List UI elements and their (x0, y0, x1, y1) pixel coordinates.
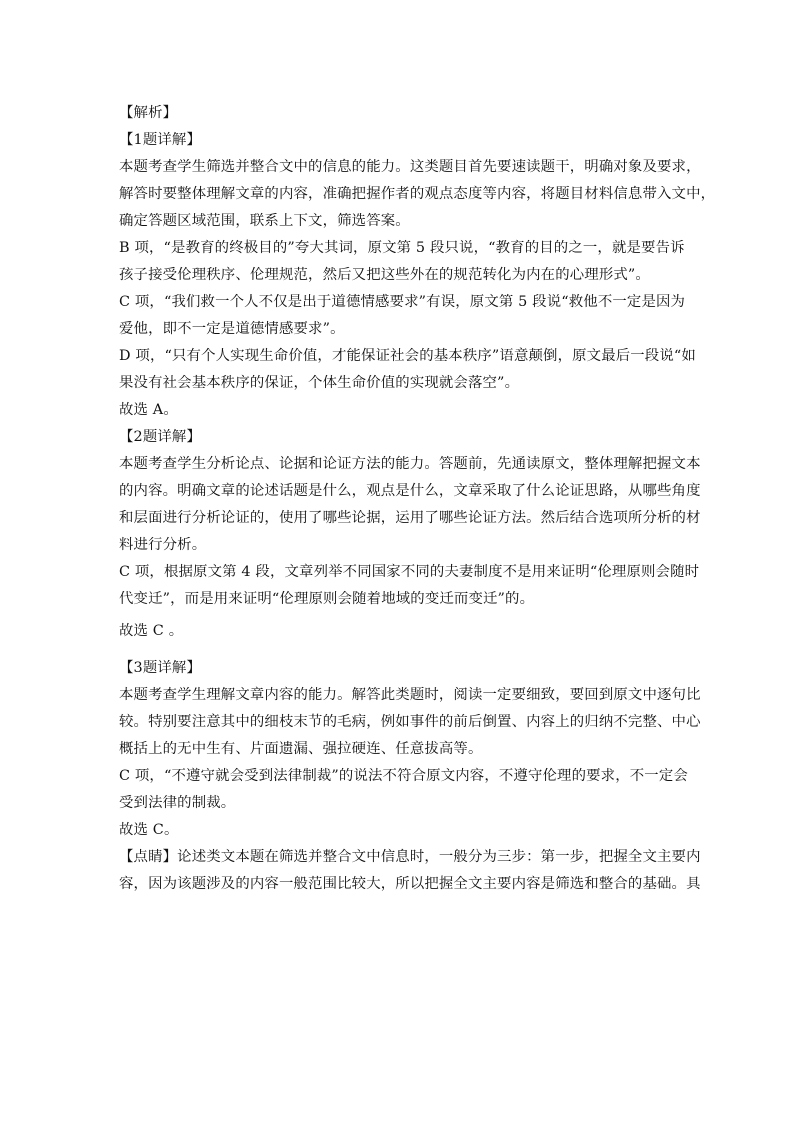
q3-text-line: 较。特别要注意其中的细枝末节的毛病，例如事件的前后倒置、内容上的归纳不完整、中心 (119, 714, 701, 730)
q3-section (119, 655, 701, 844)
q2-text-line: 的内容。明确文章的论述话题是什么，观点是什么，文章采取了什么论证思路，从哪些角度 (119, 483, 701, 499)
q3-option-c-line: 受到法律的制裁。 (119, 795, 236, 811)
q1-section (119, 127, 716, 424)
analysis-title: 【解析】 (119, 105, 178, 121)
q2-option-c-line: C 项，根据原文第 4 段，文章列举不同国家不同的夫妻制度不是用来证明“伦理原则会随时 (119, 564, 700, 580)
q1-option-b-line: B 项，“是教育的终极目的”夸大其词，原文第 5 段只说，“教育的目的之一，就是要告诉 (119, 240, 685, 256)
q1-option-d-line: D 项，“只有个人实现生命价值，才能保证社会的基本秩序”语意颠倒，原文最后一段说“如 (119, 348, 696, 364)
q2-section (119, 424, 701, 645)
tip-line: 容，因为该题涉及的内容一般范围比较大，所以把握全文主要内容是筛选和整合的基础。具 (119, 876, 701, 892)
q2-text-line: 料进行分析。 (119, 537, 207, 553)
q2-text-line: 本题考查学生分析论点、论据和论证方法的能力。答题前，先通读原文，整体理解把握文本 (119, 456, 701, 472)
q1-option-c-line: 爱他，即不一定是道德情感要求”。 (119, 321, 345, 337)
q3-answer: 故选 C。 (119, 822, 179, 838)
tip-line: 【点睛】论述类文本题在筛选并整合文中信息时，一般分为三步：第一步，把握全文主要内 (119, 849, 701, 865)
q1-text-line: 本题考查学生筛选并整合文中的信息的能力。这类题目首先要速读题干，明确对象及要求， (119, 159, 701, 175)
q1-answer: 故选 A。 (119, 402, 178, 418)
q3-text-line: 概括上的无中生有、片面遗漏、强拉硬连、任意拔高等。 (119, 741, 483, 757)
q1-option-c-line: C 项，“我们救一个人不仅是出于道德情感要求”有误，原文第 5 段说“救他不一定是因为 (119, 294, 686, 310)
q2-answer: 故选 C 。 (119, 623, 184, 639)
q2-text-line: 和层面进行分析论证的，使用了哪些论据，运用了哪些论证方法。然后结合选项所分析的材 (119, 510, 701, 526)
q1-option-d-line: 果没有社会基本秩序的保证，个体生命价值的实现就会落空”。 (119, 375, 520, 391)
q2-heading: 【2题详解】 (119, 429, 202, 445)
q1-option-b-line: 孩子接受伦理秩序、伦理规范，然后又把这些外在的规范转化为内在的心理形式”。 (119, 267, 650, 283)
tip-section (119, 844, 701, 898)
q3-option-c-line: C 项，“不遵守就会受到法律制裁”的说法不符合原文内容，不遵守伦理的要求，不一定会 (119, 768, 688, 784)
q2-option-c-line: 代变迁”，而是用来证明“伦理原则会随着地域的变迁而变迁”的。 (119, 591, 535, 607)
q1-text-line: 确定答题区域范围，联系上下文，筛选答案。 (119, 213, 410, 229)
q3-text-line: 本题考查学生理解文章内容的能力。解答此类题时，阅读一定要细致，要回到原文中逐句比 (119, 687, 701, 703)
q1-heading: 【1题详解】 (119, 132, 202, 148)
q1-text-line: 解答时要整体理解文章的内容，准确把握作者的观点态度等内容，将题目材料信息带入文中， (119, 186, 716, 202)
document-page (119, 100, 716, 898)
q3-heading: 【3题详解】 (119, 660, 202, 676)
